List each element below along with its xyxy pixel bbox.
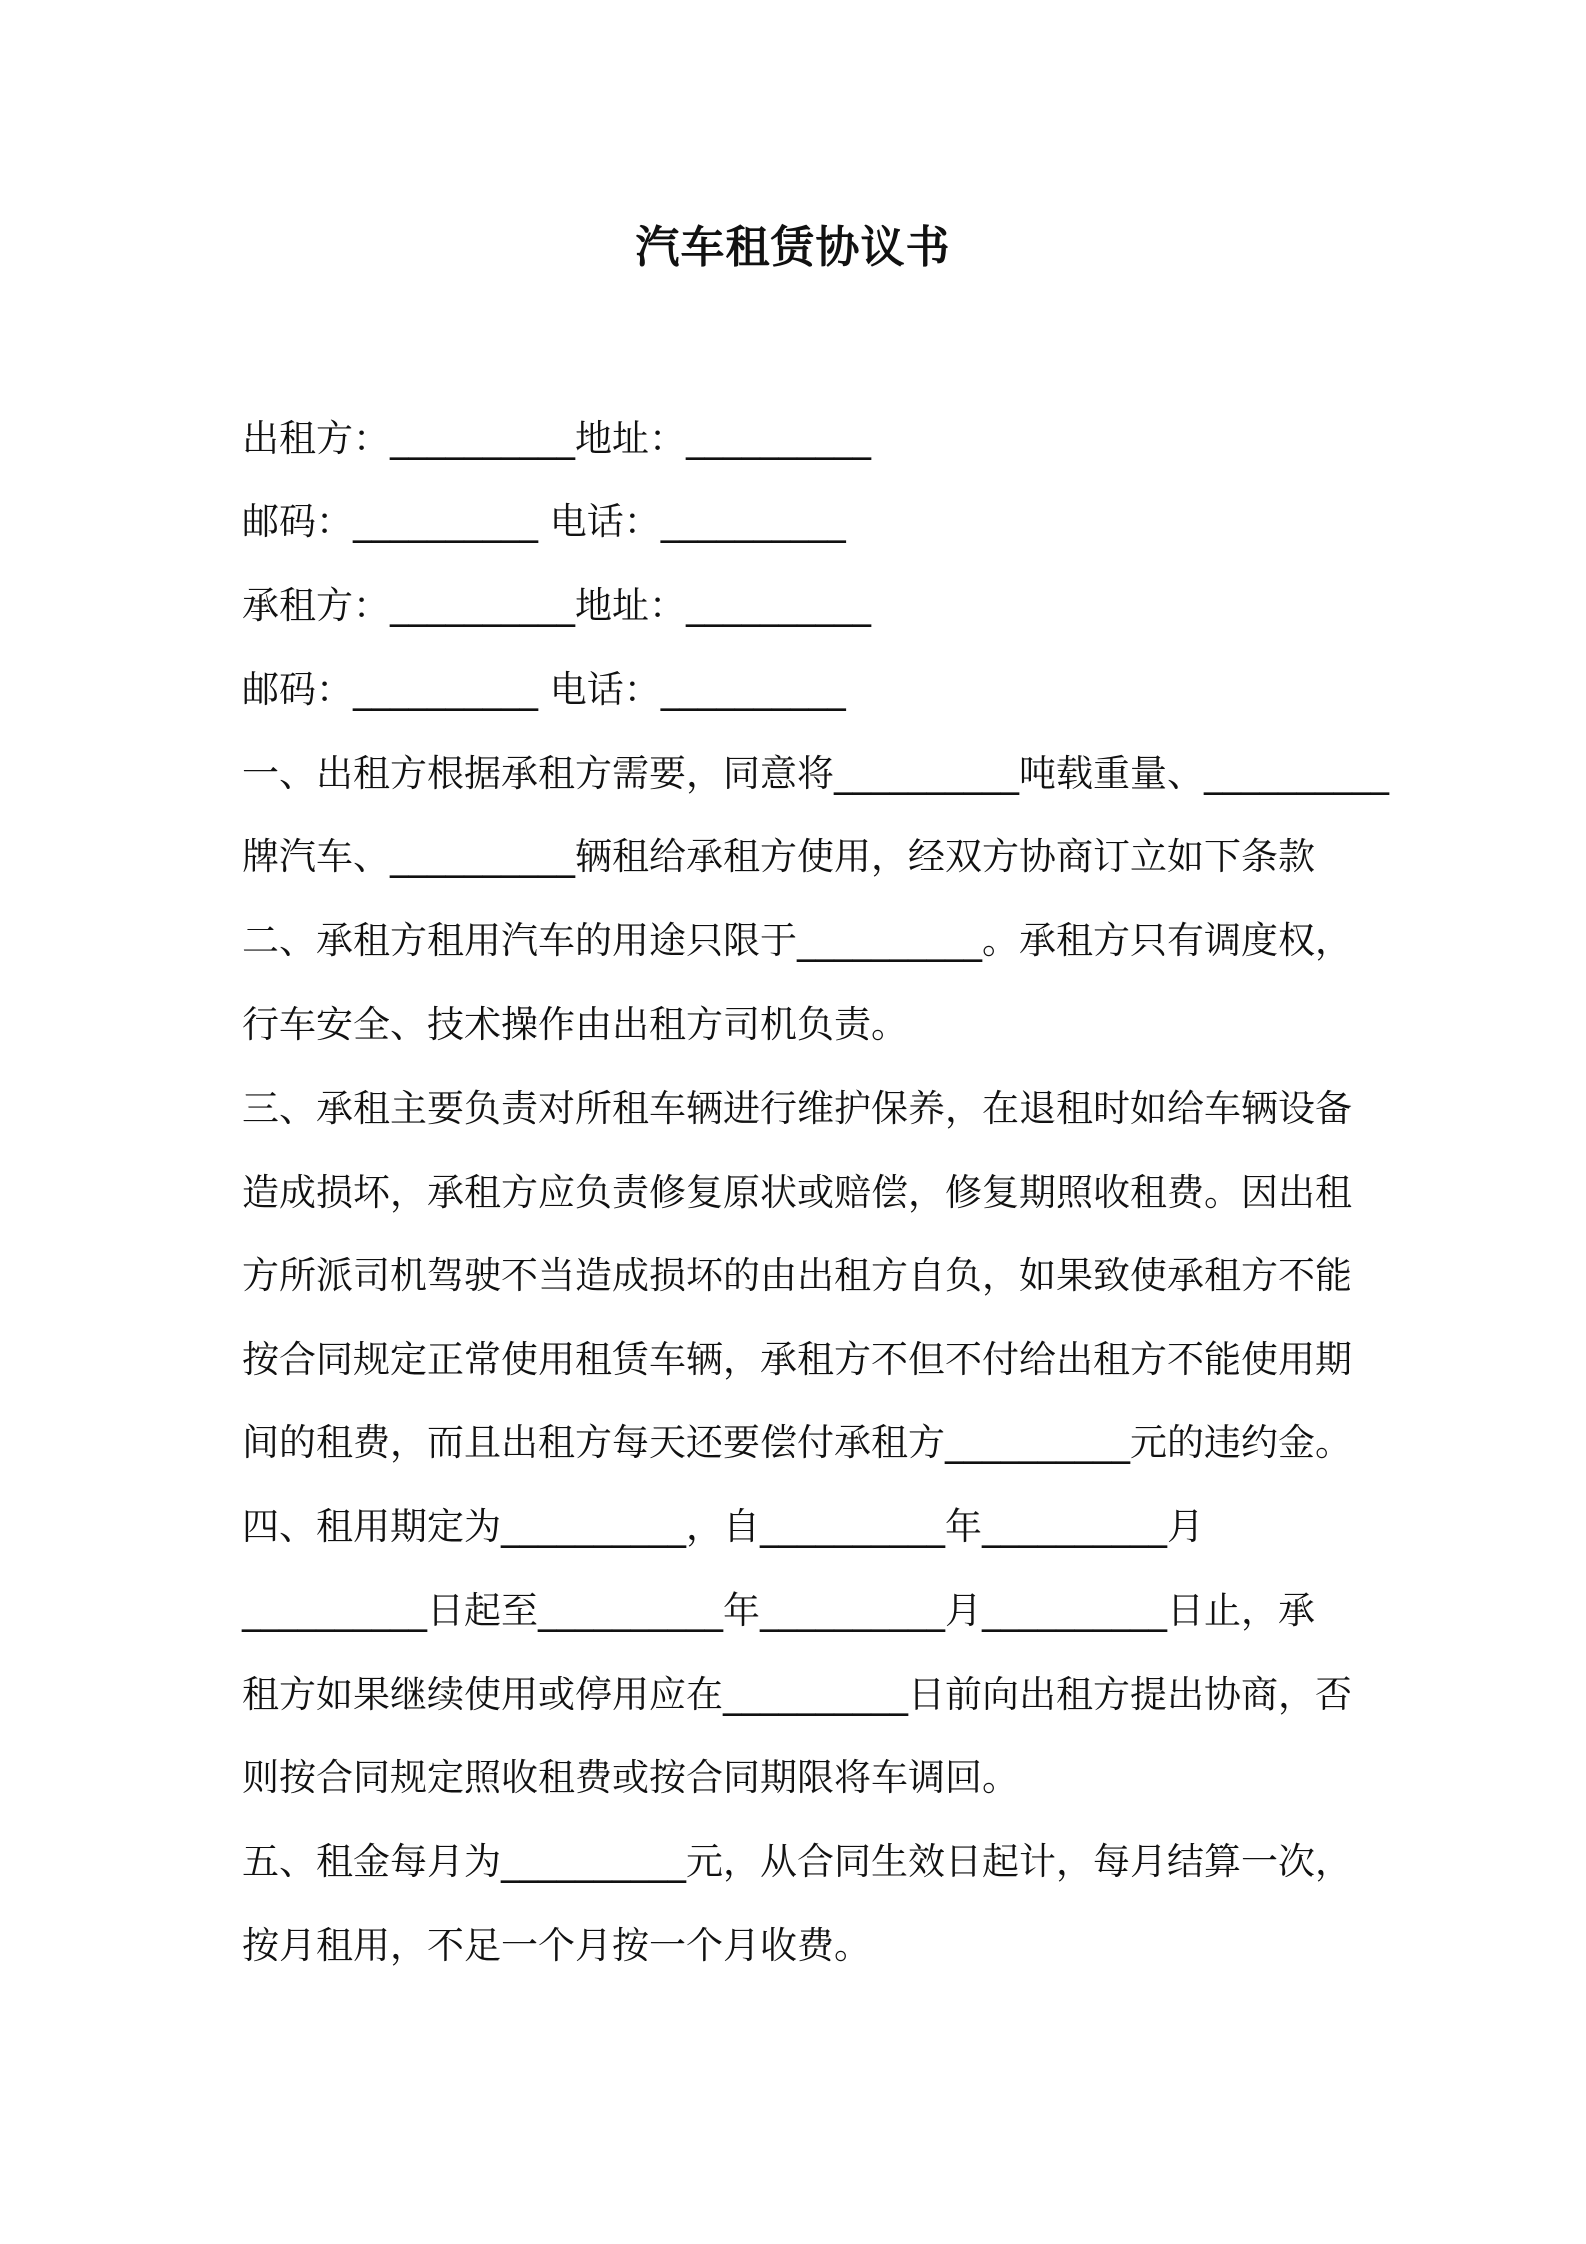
lessor-contact-line: 邮码：__________ 电话：__________ [242,500,846,543]
clause-2-line-1: 二、承租方租用汽车的用途只限于__________。承租方只有调度权， [242,919,1352,962]
clause-1-line-1: 一、出租方根据承租方需要，同意将__________吨载重量、__________ [242,752,1389,795]
lessee-info-line: 承租方：__________地址：__________ [242,584,871,627]
clause-3-line-4: 按合同规定正常使用租赁车辆，承租方不但不付给出租方不能使用期 [242,1338,1352,1381]
clause-4-line-1: 四、租用期定为__________，自__________年__________月 [242,1505,1204,1548]
clause-3-line-3: 方所派司机驾驶不当造成损坏的由出租方自负，如果致使承租方不能 [242,1254,1352,1297]
clause-5-line-1: 五、租金每月为__________元，从合同生效日起计，每月结算一次， [242,1840,1352,1883]
clause-3-line-2: 造成损坏，承租方应负责修复原状或赔偿，修复期照收租费。因出租 [242,1171,1352,1214]
clause-4-line-3: 租方如果继续使用或停用应在__________日前向出租方提出协商，否 [242,1673,1352,1716]
clause-3-line-5: 间的租费，而且出租方每天还要偿付承租方__________元的违约金。 [242,1421,1352,1464]
lessee-contact-line: 邮码：__________ 电话：__________ [242,668,846,711]
document-title: 汽车租赁协议书 [635,222,951,273]
clause-2-line-2: 行车安全、技术操作由出租方司机负责。 [242,1003,908,1046]
clause-3-line-1: 三、承租主要负责对所租车辆进行维护保养，在退租时如给车辆设备 [242,1087,1352,1130]
lessor-info-line: 出租方：__________地址：__________ [242,417,871,460]
clause-5-line-2: 按月租用，不足一个月按一个月收费。 [242,1924,871,1967]
clause-1-line-2: 牌汽车、__________辆租给承租方使用，经双方协商订立如下条款 [242,835,1315,878]
clause-4-line-2: __________日起至__________年__________月__________日止，承 [242,1589,1315,1632]
clause-4-line-4: 则按合同规定照收租费或按合同期限将车调回。 [242,1756,1019,1799]
